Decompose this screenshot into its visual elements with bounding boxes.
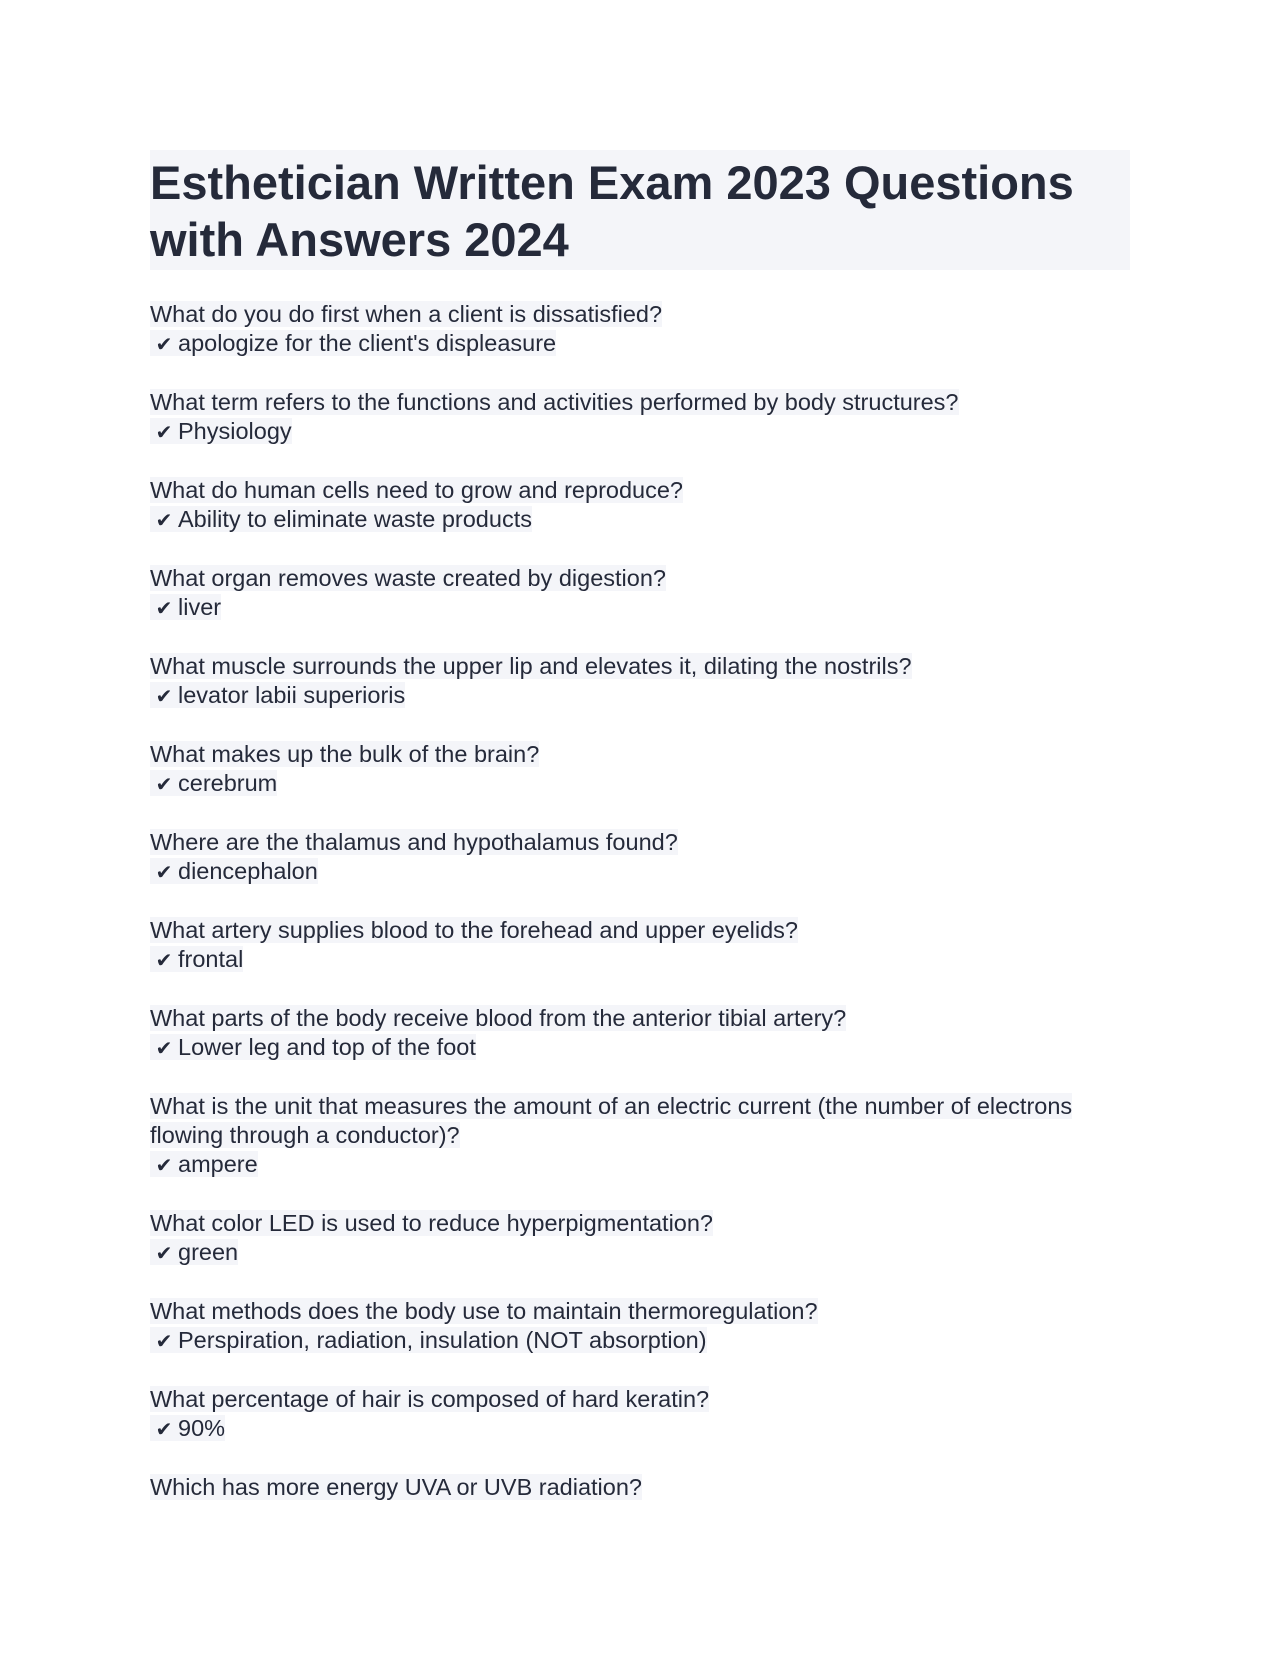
answer-block [150, 1415, 225, 1441]
question-text: What color LED is used to reduce hyperpigmentation? [150, 1210, 714, 1236]
answer-block [150, 418, 292, 444]
question-text: What do human cells need to grow and reproduce? [150, 477, 683, 503]
answer-text: levator labii superioris [178, 682, 406, 708]
answer-text: frontal [178, 946, 244, 972]
qa-item [150, 1092, 1130, 1180]
checkmark-icon: ✔ [155, 508, 173, 532]
question-text: What is the unit that measures the amount of an electric current (the number of electrons flowing through a conductor)? [150, 1093, 1073, 1148]
qa-item [150, 1297, 1130, 1356]
qa-item [150, 476, 1130, 535]
question-text: What parts of the body receive blood from the anterior tibial artery? [150, 1005, 847, 1031]
answer-block [150, 1034, 476, 1060]
question-text: Which has more energy UVA or UVB radiation? [150, 1474, 642, 1500]
checkmark-icon: ✔ [155, 332, 173, 356]
checkmark-icon: ✔ [155, 1329, 173, 1353]
checkmark-icon: ✔ [155, 1153, 173, 1177]
checkmark-icon: ✔ [155, 420, 173, 444]
answer-text: cerebrum [178, 770, 278, 796]
answer-text: 90% [178, 1415, 226, 1441]
checkmark-icon: ✔ [155, 860, 173, 884]
question-text: Where are the thalamus and hypothalamus found? [150, 829, 678, 855]
qa-item [150, 828, 1130, 887]
answer-block [150, 1151, 258, 1177]
question-text: What term refers to the functions and activities performed by body structures? [150, 389, 959, 415]
checkmark-icon: ✔ [155, 1241, 173, 1265]
checkmark-icon: ✔ [155, 948, 173, 972]
answer-block [150, 770, 277, 796]
answer-text: green [178, 1239, 239, 1265]
answer-text: Lower leg and top of the foot [178, 1034, 476, 1060]
answer-block [150, 330, 556, 356]
answer-text: ampere [178, 1151, 258, 1177]
qa-item [150, 564, 1130, 623]
question-text: What organ removes waste created by digestion? [150, 565, 666, 591]
qa-item [150, 916, 1130, 975]
answer-block [150, 946, 243, 972]
question-text: What makes up the bulk of the brain? [150, 741, 540, 767]
checkmark-icon: ✔ [155, 1036, 173, 1060]
qa-item [150, 300, 1130, 359]
qa-item [150, 1004, 1130, 1063]
answer-text: Ability to eliminate waste products [178, 506, 532, 532]
qa-item [150, 388, 1130, 447]
answer-block [150, 1239, 238, 1265]
checkmark-icon: ✔ [155, 596, 173, 620]
qa-item [150, 652, 1130, 711]
answer-block [150, 1327, 707, 1353]
qa-list [150, 300, 1130, 1502]
qa-item [150, 1385, 1130, 1444]
answer-block [150, 858, 318, 884]
answer-text: liver [178, 594, 222, 620]
question-text: What do you do first when a client is dissatisfied? [150, 301, 663, 327]
question-text: What methods does the body use to maintain thermoregulation? [150, 1298, 818, 1324]
answer-block [150, 682, 405, 708]
qa-item [150, 1473, 1130, 1502]
question-text: What muscle surrounds the upper lip and elevates it, dilating the nostrils? [150, 653, 912, 679]
answer-text: Perspiration, radiation, insulation (NOT absorption) [178, 1327, 707, 1353]
checkmark-icon: ✔ [155, 772, 173, 796]
page-title: Esthetician Written Exam 2023 Questions with Answers 2024 [150, 156, 1074, 266]
checkmark-icon: ✔ [155, 684, 173, 708]
answer-block [150, 506, 532, 532]
title-block [150, 150, 1130, 270]
question-text: What percentage of hair is composed of hard keratin? [150, 1386, 710, 1412]
answer-text: diencephalon [178, 858, 318, 884]
answer-text: Physiology [178, 418, 292, 444]
answer-text: apologize for the client's displeasure [178, 330, 557, 356]
answer-block [150, 594, 221, 620]
question-text: What artery supplies blood to the forehead and upper eyelids? [150, 917, 798, 943]
qa-item [150, 740, 1130, 799]
qa-item [150, 1209, 1130, 1268]
checkmark-icon: ✔ [155, 1417, 173, 1441]
document-page [150, 150, 1130, 1531]
